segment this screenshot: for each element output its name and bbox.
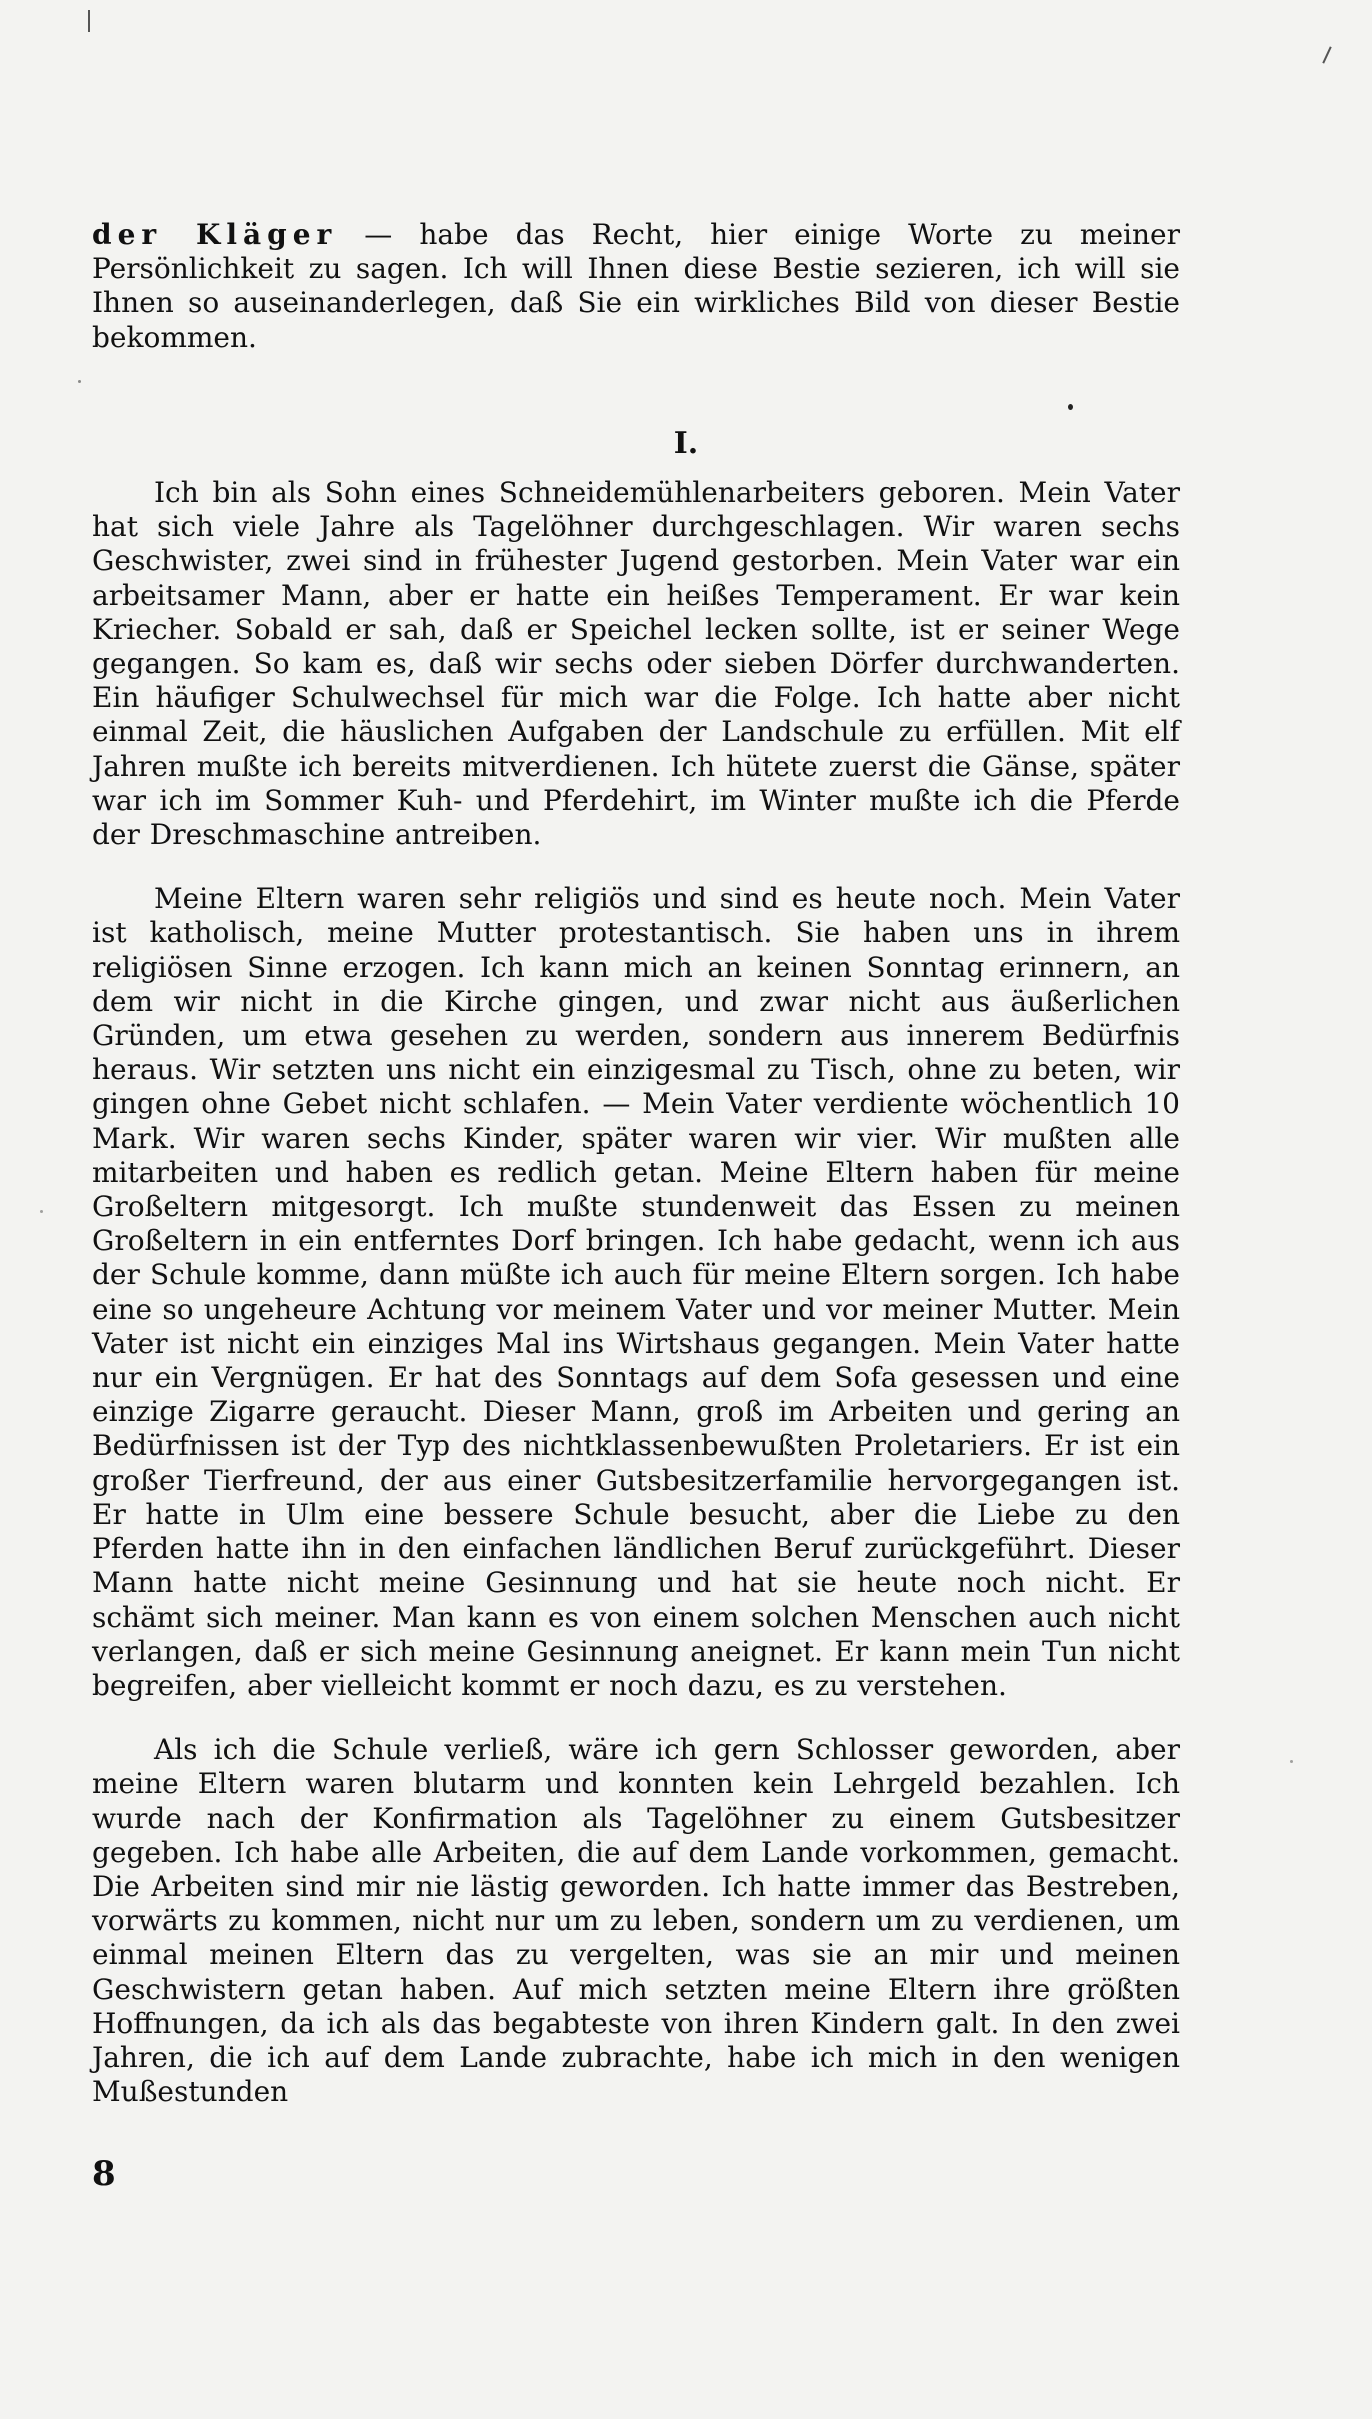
section-heading: I. (673, 426, 699, 461)
scan-edge-mark (1322, 46, 1331, 63)
ink-speck (1290, 1760, 1293, 1763)
intro-body: — habe das Recht, hier einige Worte zu meiner Persönlichkeit zu sagen. Ich will Ihnen diese Bestie sezieren, ich will sie Ihnen so auseinanderlegen, daß Sie ein wirkliches Bild von dieser Bestie bekommen. (92, 218, 1180, 354)
intro-paragraph (92, 218, 1180, 355)
page-number: 8 (92, 2154, 116, 2194)
ink-speck (1068, 404, 1073, 410)
scan-edge-mark (88, 10, 90, 32)
body-text (92, 476, 1180, 2109)
paragraph-1: Ich bin als Sohn eines Schneidemühlenarbeiters geboren. Mein Vater hat sich viele Jahre als Tagelöhner durchgeschlagen. Wir waren sechs Geschwister, zwei sind in frühester Jugend gestorben. Mein Vater war ein arbeitsamer Mann, aber er hatte ein heißes Temperament. Er war kein Kriecher. Sobald er sah, daß er Speichel lecken sollte, ist er seiner Wege gegangen. So kam es, daß wir sechs oder sieben Dörfer durchwanderten. Ein häufiger Schulwechsel für mich war die Folge. Ich hatte aber nicht einmal Zeit, die häuslichen Aufgaben der Landschule zu erfüllen. Mit elf Jahren mußte ich bereits mitverdienen. Ich hütete zuerst die Gänse, später war ich im Sommer Kuh- und Pferdehirt, im Winter mußte ich die Pferde der Dreschmaschine antreiben. (92, 476, 1180, 852)
paragraph-3: Als ich die Schule verließ, wäre ich gern Schlosser geworden, aber meine Eltern waren blutarm und konnten kein Lehrgeld bezahlen. Ich wurde nach der Konfirmation als Tagelöhner zu einem Gutsbesitzer gegeben. Ich habe alle Arbeiten, die auf dem Lande vorkommen, gemacht. Die Arbeiten sind mir nie lästig geworden. Ich hatte immer das Bestreben, vorwärts zu kommen, nicht nur um zu leben, sondern um zu verdienen, um einmal meinen Eltern das zu vergelten, was sie an mir und meinen Geschwistern getan haben. Auf mich setzten meine Eltern ihre größten Hoffnungen, da ich als das begabteste von ihren Kindern galt. In den zwei Jahren, die ich auf dem Lande zubrachte, habe ich mich in den wenigen Mußestunden (92, 1733, 1180, 2109)
spaced-word: der Kläger (92, 218, 338, 251)
intro-text (92, 218, 1180, 355)
paragraph-2: Meine Eltern waren sehr religiös und sind es heute noch. Mein Vater ist katholisch, meine Mutter protestantisch. Sie haben uns in ihrem religiösen Sinne erzogen. Ich kann mich an keinen Sonntag erinnern, an dem wir nicht in die Kirche gingen, und zwar nicht aus äußerlichen Gründen, um etwa gesehen zu werden, sondern aus innerem Bedürfnis heraus. Wir setzten uns nicht ein einzigesmal zu Tisch, ohne zu beten, wir gingen ohne Gebet nicht schlafen. — Mein Vater verdiente wöchentlich 10 Mark. Wir waren sechs Kinder, später waren wir vier. Wir mußten alle mitarbeiten und haben es redlich getan. Meine Eltern haben für meine Großeltern mitgesorgt. Ich mußte stundenweit das Essen zu meinen Großeltern in ein entferntes Dorf bringen. Ich habe gedacht, wenn ich aus der Schule komme, dann müßte ich auch für meine Eltern sorgen. Ich habe eine so ungeheure Achtung vor meinem Vater und vor meiner Mutter. Mein Vater ist nicht ein einziges Mal ins Wirtshaus gegangen. Mein Vater hatte nur ein Vergnügen. Er hat des Sonntags auf dem Sofa gesessen und eine einzige Zigarre geraucht. Dieser Mann, groß im Arbeiten und gering an Bedürfnissen ist der Typ des nichtklassenbewußten Proletariers. Er ist ein großer Tierfreund, der aus einer Gutsbesitzerfamilie hervorgegangen ist. Er hatte in Ulm eine bessere Schule besucht, aber die Liebe zu den Pferden hatte ihn in den einfachen ländlichen Beruf zurückgeführt. Dieser Mann hatte nicht meine Gesinnung und hat sie heute noch nicht. Er schämt sich meiner. Man kann es von einem solchen Menschen auch nicht verlangen, daß er sich meine Gesinnung aneignet. Er kann mein Tun nicht begreifen, aber vielleicht kommt er noch dazu, es zu verstehen. (92, 882, 1180, 1702)
ink-speck (40, 1210, 43, 1213)
ink-speck (78, 380, 81, 383)
